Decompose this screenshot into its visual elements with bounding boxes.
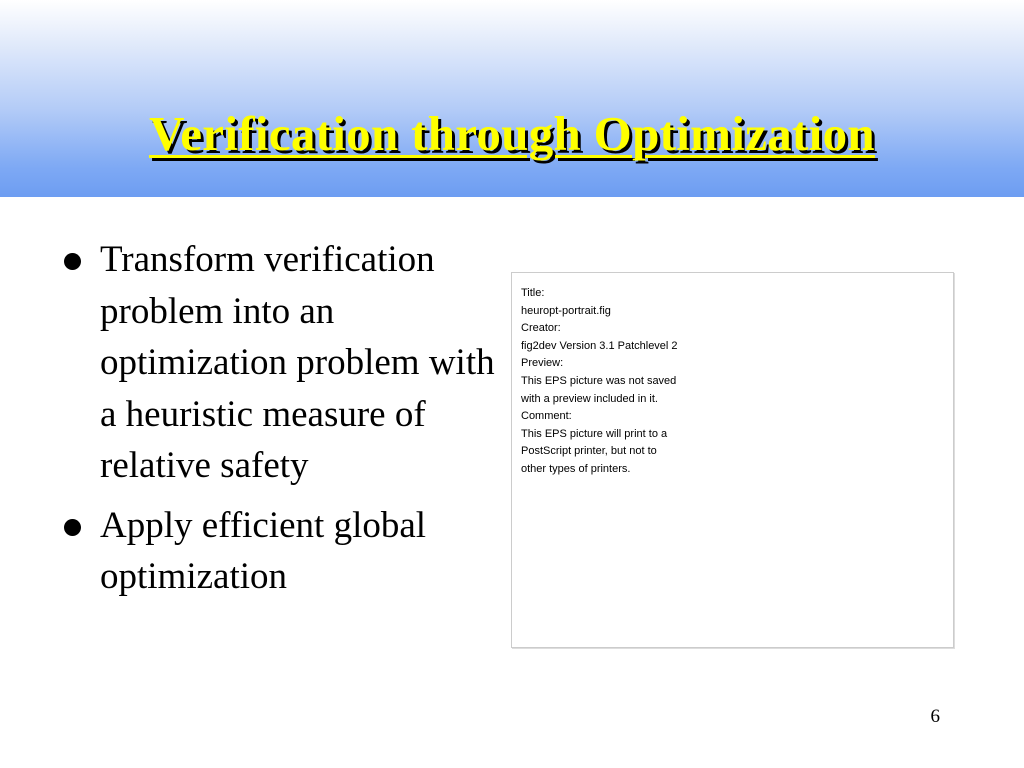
slide-header-band bbox=[0, 0, 1024, 197]
eps-comment-label: Comment: bbox=[521, 410, 572, 423]
eps-preview-line: This EPS picture was not saved bbox=[521, 374, 677, 387]
bullet-list bbox=[60, 234, 500, 611]
eps-file-name: heuropt-portrait.fig bbox=[521, 304, 611, 317]
eps-creator-value: fig2dev Version 3.1 Patchlevel 2 bbox=[521, 339, 678, 352]
eps-comment-line: This EPS picture will print to a bbox=[521, 427, 668, 440]
eps-comment-line: PostScript printer, but not to bbox=[521, 445, 657, 458]
slide-title: Verification through Optimization bbox=[149, 106, 875, 161]
eps-title-label: Title: bbox=[521, 287, 545, 299]
bullet-dot-icon bbox=[64, 519, 81, 536]
bullet-item bbox=[60, 500, 500, 603]
eps-preview-label: Preview: bbox=[521, 357, 564, 370]
bullet-item bbox=[60, 234, 500, 492]
eps-preview-line: with a preview included in it. bbox=[521, 392, 658, 405]
page-number: 6 bbox=[930, 706, 940, 727]
bullet-dot-icon bbox=[64, 253, 81, 270]
bullet-text: Apply efficient global optimization bbox=[100, 504, 427, 597]
eps-placeholder-text bbox=[521, 285, 678, 479]
eps-figure-placeholder bbox=[511, 272, 954, 648]
eps-creator-label: Creator: bbox=[521, 322, 561, 335]
bullet-text: Transform verification problem into an optimization problem with a heuristic measure of relative safety bbox=[100, 239, 495, 486]
eps-comment-line: other types of printers. bbox=[521, 462, 631, 475]
